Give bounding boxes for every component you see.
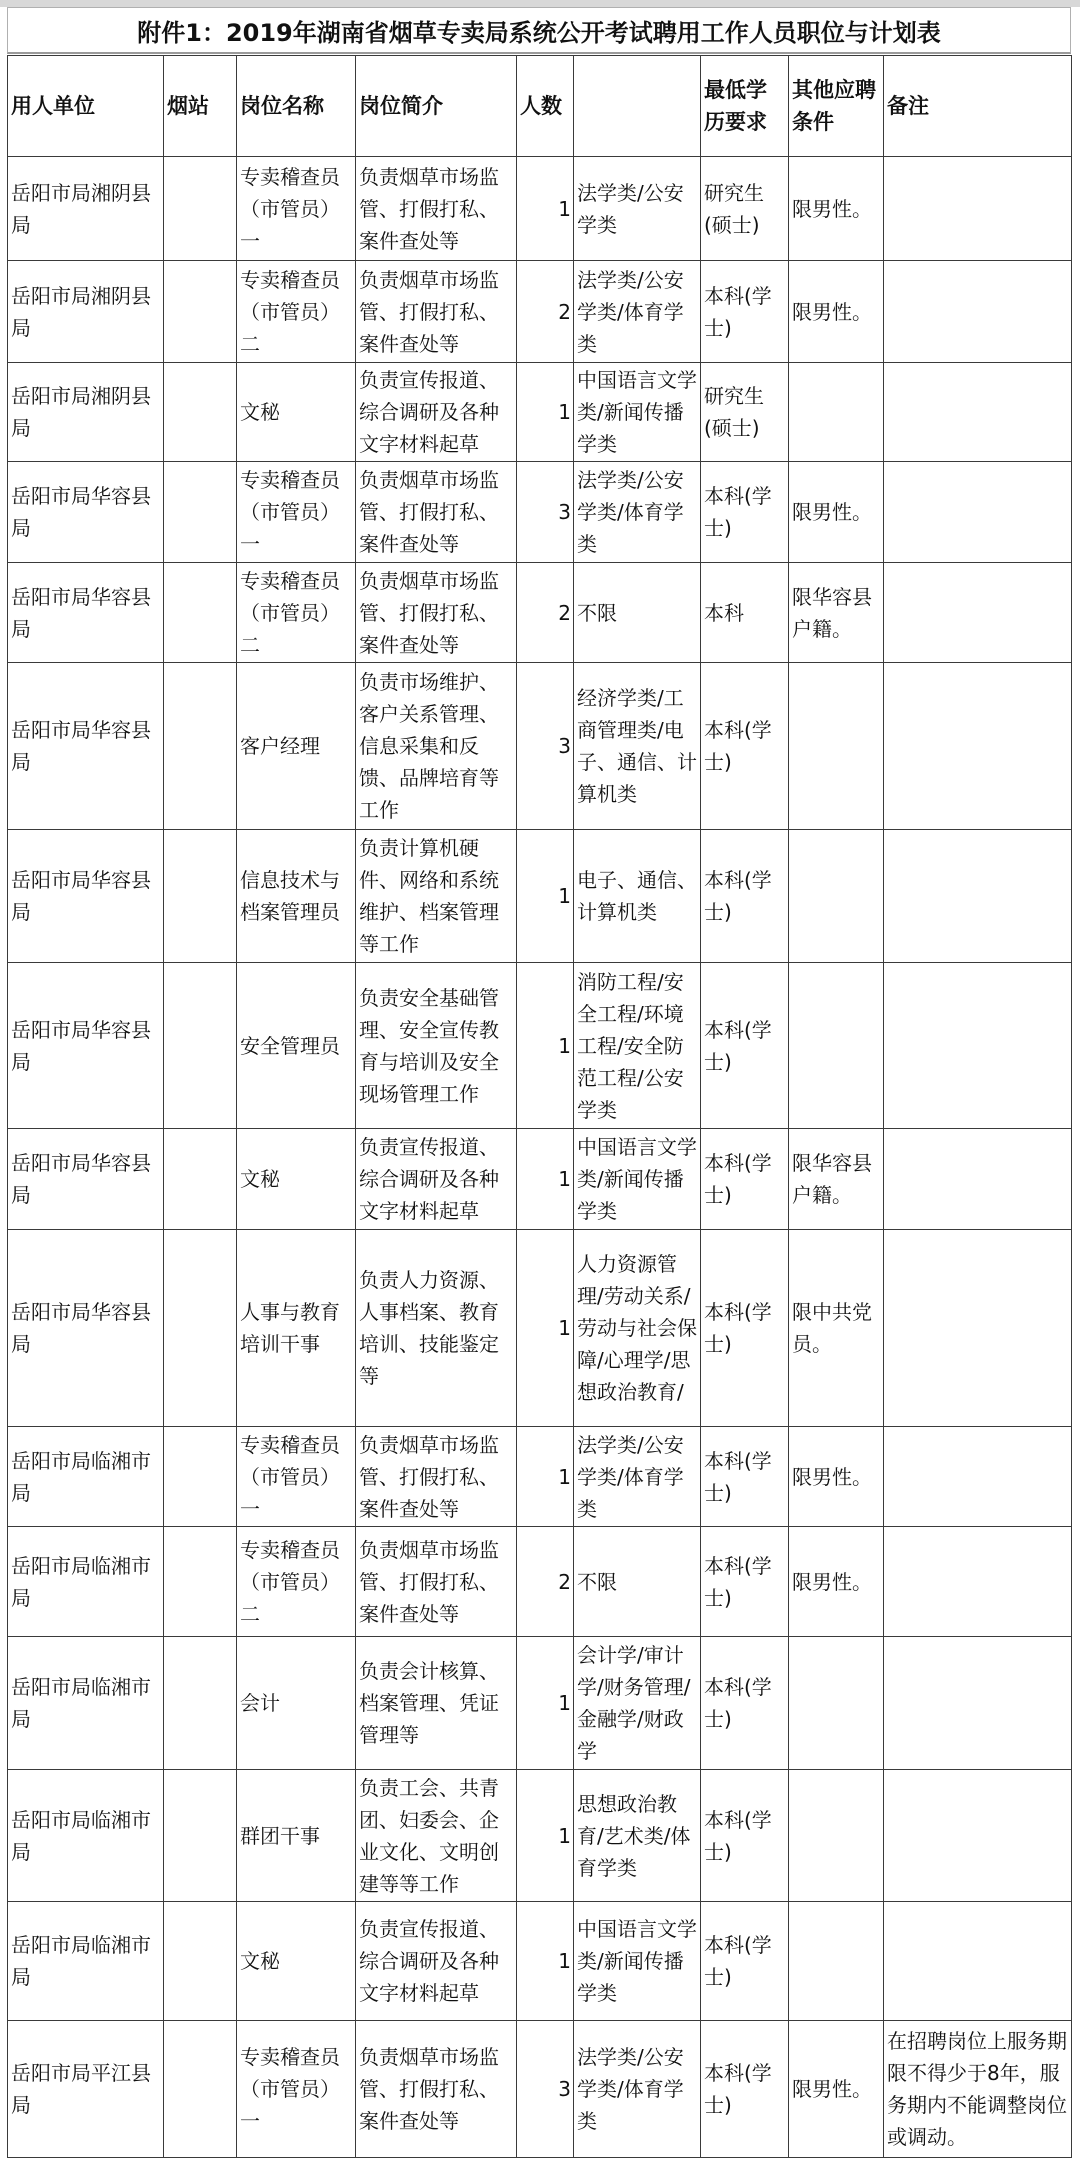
cell-intro: 负责宣传报道、综合调研及各种文字材料起草	[356, 1129, 517, 1230]
cell-remark	[884, 1129, 1072, 1230]
cell-count: 1	[517, 830, 574, 963]
cell-intro: 负责烟草市场监管、打假打私、案件查处等	[356, 1427, 517, 1527]
cell-station	[164, 1770, 237, 1902]
header-remark: 备注	[884, 56, 1072, 157]
cell-count: 1	[517, 1129, 574, 1230]
cell-post: 文秘	[237, 1902, 356, 2021]
table-row	[8, 363, 1072, 462]
table-row	[8, 1527, 1072, 1637]
positions-table	[7, 55, 1072, 2158]
cell-edu: 研究生(硕士)	[701, 157, 789, 261]
cell-intro: 负责宣传报道、综合调研及各种文字材料起草	[356, 363, 517, 462]
cell-remark: 在招聘岗位上服务期限不得少于8年，服务期内不能调整岗位或调动。	[884, 2021, 1072, 2158]
cell-intro: 负责计算机硬件、网络和系统维护、档案管理等工作	[356, 830, 517, 963]
table-row	[8, 462, 1072, 563]
table-row	[8, 1230, 1072, 1427]
document-title: 附件1：2019年湖南省烟草专卖局系统公开考试聘用工作人员职位与计划表	[7, 7, 1071, 54]
cell-major: 会计学/审计学/财务管理/金融学/财政学	[574, 1637, 701, 1770]
header-intro: 岗位简介	[356, 56, 517, 157]
cell-count: 2	[517, 1527, 574, 1637]
header-count: 人数	[517, 56, 574, 157]
cell-major: 法学类/公安学类/体育学类	[574, 2021, 701, 2158]
cell-intro: 负责安全基础管理、安全宣传教育与培训及安全现场管理工作	[356, 963, 517, 1129]
cell-count: 3	[517, 462, 574, 563]
cell-edu: 本科(学士)	[701, 1129, 789, 1230]
cell-post: 安全管理员	[237, 963, 356, 1129]
cell-post: 专卖稽查员（市管员）二	[237, 1527, 356, 1637]
cell-remark	[884, 462, 1072, 563]
cell-major: 中国语言文学类/新闻传播学类	[574, 1902, 701, 2021]
cell-remark	[884, 1527, 1072, 1637]
cell-post: 专卖稽查员（市管员）一	[237, 1427, 356, 1527]
table-row	[8, 830, 1072, 963]
cell-edu: 本科	[701, 563, 789, 663]
cell-remark	[884, 1902, 1072, 2021]
cell-major: 电子、通信、计算机类	[574, 830, 701, 963]
cell-major: 不限	[574, 563, 701, 663]
cell-intro: 负责人力资源、人事档案、教育培训、技能鉴定等	[356, 1230, 517, 1427]
cell-station	[164, 563, 237, 663]
cell-count: 1	[517, 1770, 574, 1902]
cell-remark	[884, 663, 1072, 830]
cell-other: 限男性。	[789, 261, 884, 363]
cell-other: 限男性。	[789, 157, 884, 261]
cell-remark	[884, 963, 1072, 1129]
table-row	[8, 563, 1072, 663]
cell-count: 3	[517, 663, 574, 830]
cell-unit: 岳阳市局平江县局	[8, 2021, 164, 2158]
cell-intro: 负责会计核算、档案管理、凭证管理等	[356, 1637, 517, 1770]
cell-station	[164, 2021, 237, 2158]
cell-other: 限华容县户籍。	[789, 563, 884, 663]
cell-intro: 负责工会、共青团、妇委会、企业文化、文明创建等等工作	[356, 1770, 517, 1902]
cell-unit: 岳阳市局湘阴县局	[8, 261, 164, 363]
header-major	[574, 56, 701, 157]
cell-unit: 岳阳市局湘阴县局	[8, 157, 164, 261]
table-row	[8, 1129, 1072, 1230]
cell-other	[789, 1770, 884, 1902]
cell-edu: 本科(学士)	[701, 2021, 789, 2158]
cell-count: 3	[517, 2021, 574, 2158]
cell-edu: 本科(学士)	[701, 1427, 789, 1527]
table-row	[8, 157, 1072, 261]
cell-other: 限男性。	[789, 1427, 884, 1527]
top-edge	[0, 0, 1080, 7]
table-row	[8, 261, 1072, 363]
cell-remark	[884, 563, 1072, 663]
cell-count: 1	[517, 157, 574, 261]
cell-edu: 本科(学士)	[701, 1770, 789, 1902]
header-row	[8, 56, 1072, 157]
cell-unit: 岳阳市局临湘市局	[8, 1427, 164, 1527]
cell-edu: 本科(学士)	[701, 963, 789, 1129]
cell-station	[164, 261, 237, 363]
cell-remark	[884, 1230, 1072, 1427]
cell-count: 1	[517, 963, 574, 1129]
cell-other	[789, 830, 884, 963]
cell-major: 法学类/公安学类/体育学类	[574, 261, 701, 363]
cell-station	[164, 1637, 237, 1770]
cell-major: 经济学类/工商管理类/电子、通信、计算机类	[574, 663, 701, 830]
cell-intro: 负责烟草市场监管、打假打私、案件查处等	[356, 1527, 517, 1637]
cell-intro: 负责市场维护、客户关系管理、信息采集和反馈、品牌培育等工作	[356, 663, 517, 830]
cell-post: 专卖稽查员（市管员）一	[237, 157, 356, 261]
cell-station	[164, 830, 237, 963]
table-row	[8, 963, 1072, 1129]
header-station: 烟站	[164, 56, 237, 157]
table-row	[8, 1427, 1072, 1527]
cell-count: 2	[517, 261, 574, 363]
cell-post: 专卖稽查员（市管员）二	[237, 563, 356, 663]
cell-unit: 岳阳市局华容县局	[8, 663, 164, 830]
cell-station	[164, 1230, 237, 1427]
cell-other	[789, 1637, 884, 1770]
cell-unit: 岳阳市局华容县局	[8, 1230, 164, 1427]
cell-count: 1	[517, 1427, 574, 1527]
cell-major: 消防工程/安全工程/环境工程/安全防范工程/公安学类	[574, 963, 701, 1129]
cell-post: 会计	[237, 1637, 356, 1770]
table-row	[8, 1770, 1072, 1902]
cell-edu: 本科(学士)	[701, 1637, 789, 1770]
cell-station	[164, 963, 237, 1129]
cell-intro: 负责烟草市场监管、打假打私、案件查处等	[356, 462, 517, 563]
cell-unit: 岳阳市局华容县局	[8, 963, 164, 1129]
cell-edu: 本科(学士)	[701, 261, 789, 363]
cell-unit: 岳阳市局湘阴县局	[8, 363, 164, 462]
cell-other: 限男性。	[789, 462, 884, 563]
cell-edu: 本科(学士)	[701, 1902, 789, 2021]
table-row	[8, 1637, 1072, 1770]
cell-other: 限中共党员。	[789, 1230, 884, 1427]
cell-other	[789, 963, 884, 1129]
cell-other	[789, 363, 884, 462]
cell-post: 客户经理	[237, 663, 356, 830]
header-unit: 用人单位	[8, 56, 164, 157]
cell-major: 法学类/公安学类/体育学类	[574, 1427, 701, 1527]
cell-edu: 本科(学士)	[701, 1230, 789, 1427]
cell-unit: 岳阳市局临湘市局	[8, 1527, 164, 1637]
cell-edu: 本科(学士)	[701, 830, 789, 963]
cell-unit: 岳阳市局临湘市局	[8, 1637, 164, 1770]
cell-station	[164, 1129, 237, 1230]
cell-post: 文秘	[237, 1129, 356, 1230]
cell-station	[164, 1902, 237, 2021]
cell-other	[789, 1902, 884, 2021]
cell-remark	[884, 1427, 1072, 1527]
table-row	[8, 2021, 1072, 2158]
cell-post: 专卖稽查员（市管员）二	[237, 261, 356, 363]
cell-other: 限华容县户籍。	[789, 1129, 884, 1230]
cell-major: 中国语言文学类/新闻传播学类	[574, 363, 701, 462]
table-row	[8, 663, 1072, 830]
header-post: 岗位名称	[237, 56, 356, 157]
cell-count: 1	[517, 363, 574, 462]
cell-post: 专卖稽查员（市管员）一	[237, 462, 356, 563]
cell-remark	[884, 1637, 1072, 1770]
cell-unit: 岳阳市局华容县局	[8, 563, 164, 663]
cell-station	[164, 663, 237, 830]
table-row	[8, 1902, 1072, 2021]
cell-major: 中国语言文学类/新闻传播学类	[574, 1129, 701, 1230]
cell-unit: 岳阳市局临湘市局	[8, 1902, 164, 2021]
cell-station	[164, 363, 237, 462]
cell-intro: 负责烟草市场监管、打假打私、案件查处等	[356, 261, 517, 363]
cell-edu: 研究生(硕士)	[701, 363, 789, 462]
cell-count: 2	[517, 563, 574, 663]
cell-other: 限男性。	[789, 2021, 884, 2158]
cell-intro: 负责烟草市场监管、打假打私、案件查处等	[356, 563, 517, 663]
cell-major: 人力资源管理/劳动关系/劳动与社会保障/心理学/思想政治教育/	[574, 1230, 701, 1427]
cell-unit: 岳阳市局华容县局	[8, 1129, 164, 1230]
cell-other: 限男性。	[789, 1527, 884, 1637]
cell-intro: 负责烟草市场监管、打假打私、案件查处等	[356, 157, 517, 261]
cell-remark	[884, 1770, 1072, 1902]
cell-station	[164, 462, 237, 563]
cell-major: 不限	[574, 1527, 701, 1637]
cell-intro: 负责烟草市场监管、打假打私、案件查处等	[356, 2021, 517, 2158]
cell-post: 专卖稽查员（市管员）一	[237, 2021, 356, 2158]
cell-post: 人事与教育培训干事	[237, 1230, 356, 1427]
cell-unit: 岳阳市局华容县局	[8, 462, 164, 563]
cell-intro: 负责宣传报道、综合调研及各种文字材料起草	[356, 1902, 517, 2021]
cell-edu: 本科(学士)	[701, 663, 789, 830]
cell-post: 文秘	[237, 363, 356, 462]
cell-count: 1	[517, 1637, 574, 1770]
header-edu: 最低学历要求	[701, 56, 789, 157]
cell-post: 信息技术与档案管理员	[237, 830, 356, 963]
cell-major: 思想政治教育/艺术类/体育学类	[574, 1770, 701, 1902]
cell-station	[164, 157, 237, 261]
cell-remark	[884, 363, 1072, 462]
cell-post: 群团干事	[237, 1770, 356, 1902]
cell-remark	[884, 157, 1072, 261]
cell-edu: 本科(学士)	[701, 462, 789, 563]
cell-station	[164, 1427, 237, 1527]
cell-major: 法学类/公安学类/体育学类	[574, 462, 701, 563]
cell-count: 1	[517, 1230, 574, 1427]
cell-station	[164, 1527, 237, 1637]
cell-remark	[884, 830, 1072, 963]
cell-other	[789, 663, 884, 830]
cell-major: 法学类/公安学类	[574, 157, 701, 261]
cell-unit: 岳阳市局华容县局	[8, 830, 164, 963]
cell-edu: 本科(学士)	[701, 1527, 789, 1637]
cell-remark	[884, 261, 1072, 363]
header-other: 其他应聘条件	[789, 56, 884, 157]
cell-unit: 岳阳市局临湘市局	[8, 1770, 164, 1902]
cell-count: 1	[517, 1902, 574, 2021]
